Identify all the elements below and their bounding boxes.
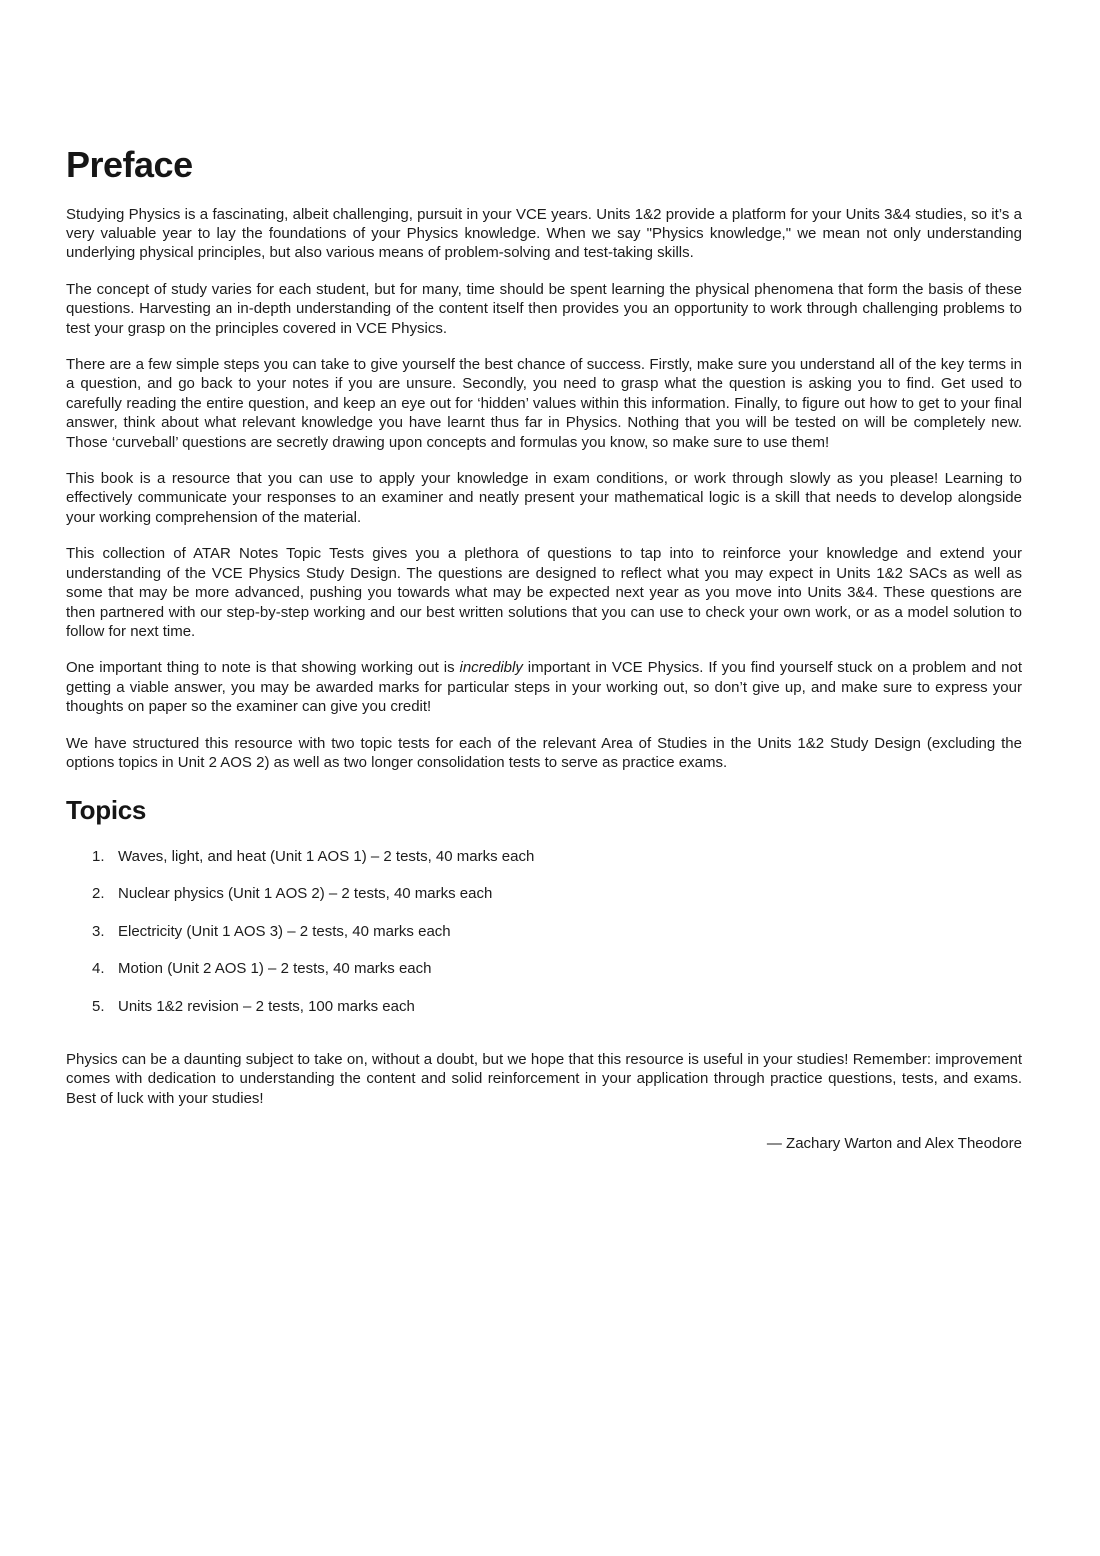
working-out-emphasis: incredibly — [459, 659, 523, 677]
topic-number: 4. — [92, 960, 105, 978]
topic-label: Waves, light, and heat (Unit 1 AOS 1) – 2 tests, 40 marks each — [118, 847, 535, 865]
topic-item-nuclear — [66, 884, 1022, 903]
topic-number: 3. — [92, 922, 105, 940]
paragraph-study-concept: The concept of study varies for each student, but for many, time should be spent learning the physical phenomena that form the basis of these questions. Harvesting an in-depth understanding of the content itself then provides you an opportunity to work through challenging problems to test your grasp on the principles covered in VCE Physics. — [66, 280, 1022, 337]
topic-number: 5. — [92, 997, 105, 1015]
topic-label: Nuclear physics (Unit 1 AOS 2) – 2 tests, 40 marks each — [118, 885, 493, 903]
topic-label: Electricity (Unit 1 AOS 3) – 2 tests, 40 marks each — [118, 922, 451, 940]
topic-item-waves — [66, 847, 1022, 866]
topic-label: Motion (Unit 2 AOS 1) – 2 tests, 40 marks each — [118, 960, 432, 978]
topic-label: Units 1&2 revision – 2 tests, 100 marks each — [118, 997, 415, 1015]
topics-list — [66, 847, 1022, 1016]
paragraph-intro: Studying Physics is a fascinating, albeit challenging, pursuit in your VCE years. Units 1&2 provide a platform for your Units 3&4 studies, so it’s a very valuable year to lay the foundations of your Physics knowledge. When we say "Physics knowledge," we mean not only understanding underlying physical principles, but also various means of problem-solving and test-taking skills. — [66, 205, 1022, 262]
page-title: Preface — [66, 144, 193, 185]
paragraph-closing: Physics can be a daunting subject to take on, without a doubt, but we hope that this resource is useful in your studies! Remember: improvement comes with dedication to understanding the content and solid reinforcement in your application through practice questions, tests, and exams. Best of luck with your studies! — [66, 1050, 1022, 1107]
topic-item-electricity — [66, 922, 1022, 941]
author-attribution: — Zachary Warton and Alex Theodore — [766, 1135, 1022, 1153]
paragraph-simple-steps: There are a few simple steps you can take to give yourself the best chance of success. Firstly, make sure you understand all of the key terms in a question, and go back to your notes if you are unsure. Secondly, you need to grasp what the question is asking you to find. Get used to carefully reading the entire question, and keep an eye out for ‘hidden’ values within this information. Finally, to figure out how to get to your final answer, think about what relevant knowledge you have learnt thus far in Physics. Nothing that you will be tested on will be completely new. Those ‘curveball’ questions are secretly drawing upon concepts and formulas you know, so make sure to use them! — [66, 356, 1022, 451]
paragraph-book-resource: This book is a resource that you can use to apply your knowledge in exam conditions, or work through slowly as you please! Learning to effectively communicate your responses to an examiner and neatly present your mathematical logic is a skill that needs to develop alongside your working comprehension of the material. — [66, 470, 1022, 526]
topics-heading: Topics — [66, 795, 147, 826]
working-out-text-before: One important thing to note is that showing working out is — [66, 659, 460, 677]
working-out-text-after: important in VCE Physics. If you find yourself stuck on a problem and not getting a viable answer, you may be awarded marks for particular steps in your working out, so don’t give up, and make sure to express your thoughts on paper so the examiner can give you credit! — [66, 659, 1022, 716]
paragraph-structure: We have structured this resource with two topic tests for each of the relevant Area of Studies in the Units 1&2 Study Design (excluding the options topics in Unit 2 AOS 2) as well as two longer consolidation tests to serve as practice exams. — [66, 734, 1022, 771]
topic-item-revision — [66, 997, 1022, 1016]
topic-item-motion — [66, 959, 1022, 978]
paragraph-collection: This collection of ATAR Notes Topic Tests gives you a plethora of questions to tap into to reinforce your knowledge and extend your understanding of the VCE Physics Study Design. The questions are designed to reflect what you may expect in Units 1&2 SACs as well as some that may be more advanced, pushing you towards what may be expected next year as you move into Units 3&4. These questions are then partnered with our step-by-step working and our best written solutions that you can use to check your own work, or as a model solution to follow for next time. — [66, 545, 1022, 640]
paragraph-working-out — [66, 658, 1022, 716]
topic-number: 1. — [92, 847, 105, 865]
topic-number: 2. — [92, 885, 105, 903]
